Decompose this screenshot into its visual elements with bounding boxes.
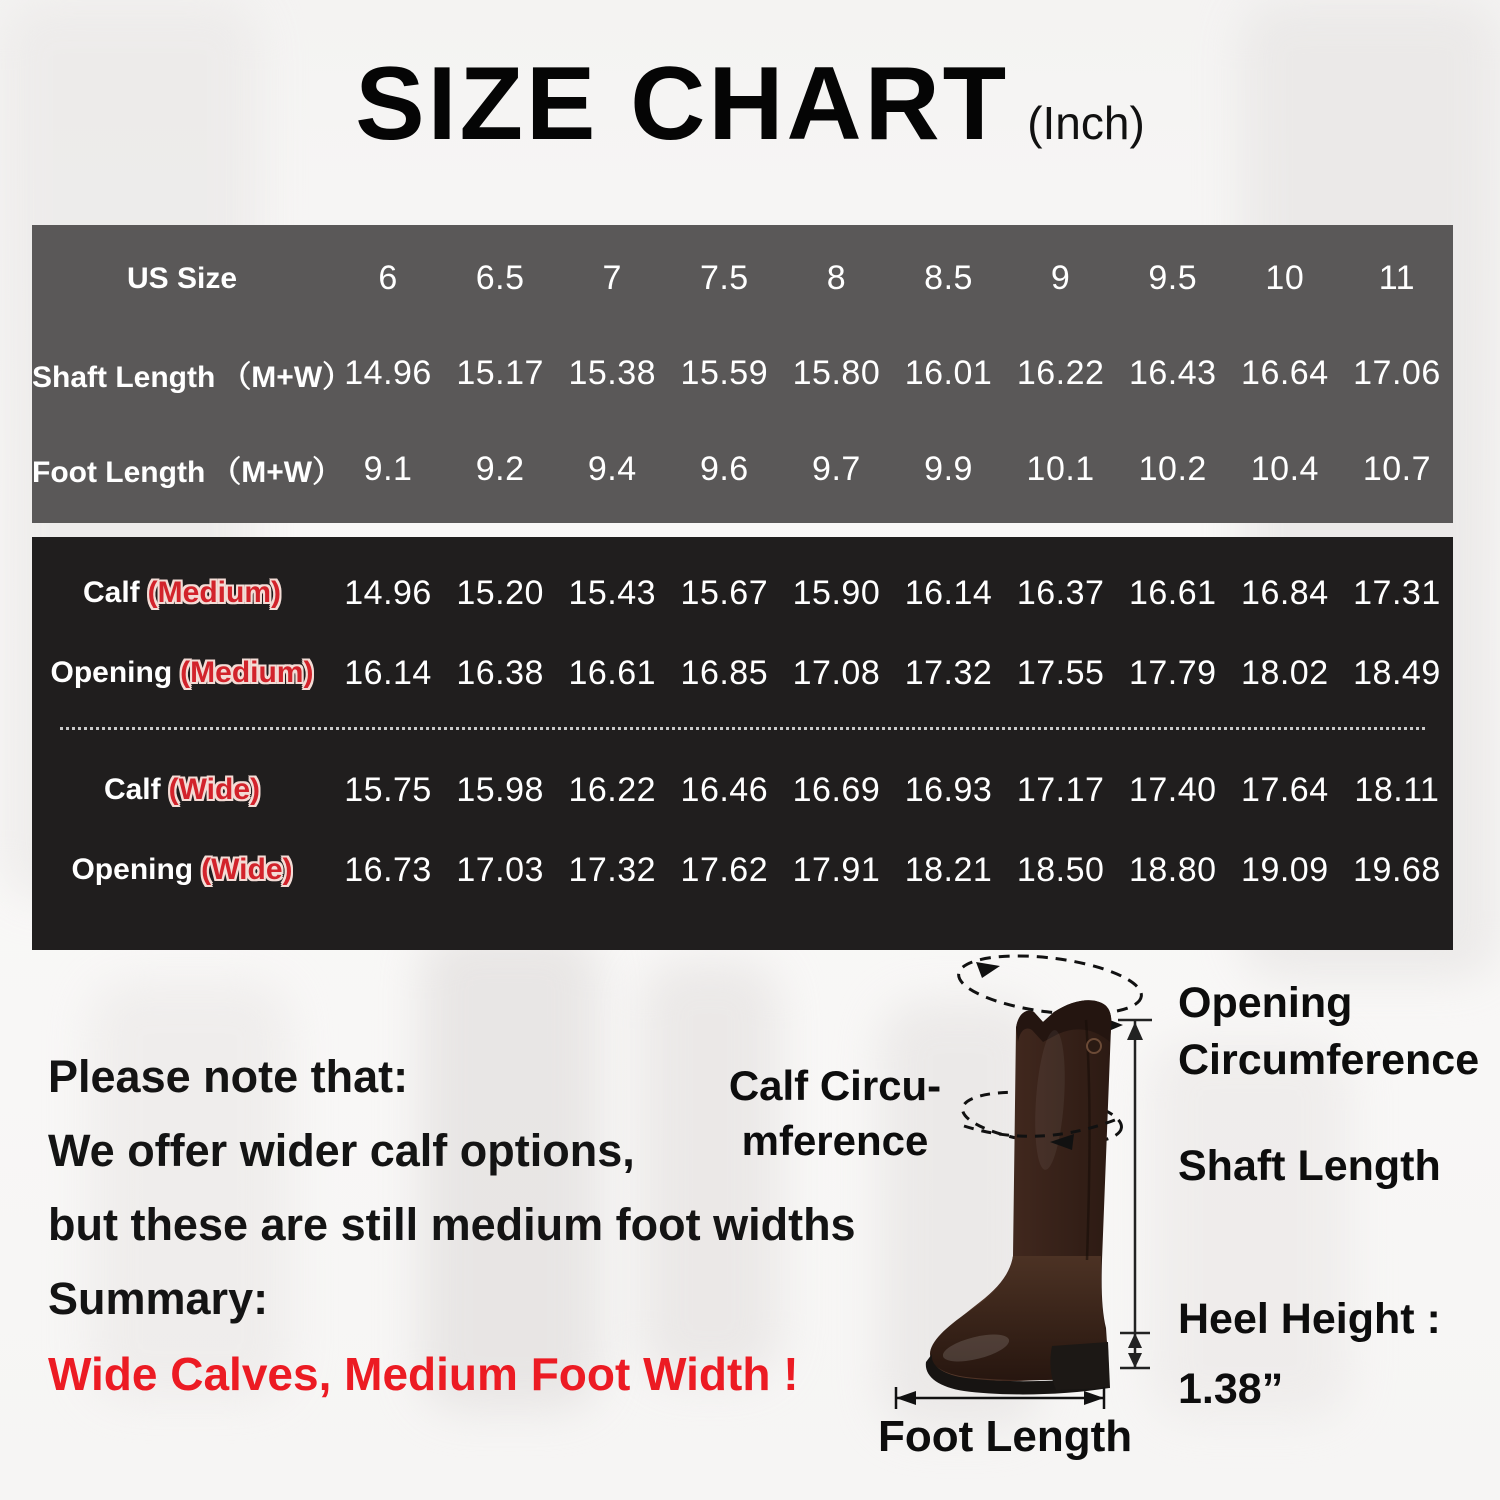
table-cell: 15.59 <box>680 354 769 393</box>
table-cell: 9.2 <box>475 449 525 488</box>
table-cell: 16.01 <box>904 354 993 393</box>
table-cell: 16.14 <box>344 653 432 692</box>
table-cell: 9.1 <box>363 449 413 488</box>
table-cell: 14.96 <box>344 573 432 612</box>
row-label: Foot Length （M+W） <box>32 456 343 490</box>
heel-height-label: Heel Height : <box>1178 1295 1441 1343</box>
table-cell: 17.32 <box>568 850 657 889</box>
table-cell: 18.11 <box>1354 770 1440 809</box>
table-cell: 17.55 <box>1016 653 1105 692</box>
row-label: US Size <box>126 261 238 295</box>
row-label: Calf (Wide) <box>103 773 261 806</box>
table-cell: 11 <box>1378 259 1416 298</box>
table-cell: 9.6 <box>699 449 749 488</box>
note-line: We offer wider calf options, <box>48 1125 635 1176</box>
table-cell: 9.7 <box>812 449 861 488</box>
table-row <box>32 750 1453 830</box>
opening-label-line1: Opening <box>1178 979 1353 1027</box>
table-cell: 17.08 <box>792 653 881 692</box>
note-line: Summary: <box>48 1273 269 1324</box>
table-cell: 18.49 <box>1353 653 1441 692</box>
table-row <box>32 330 1453 418</box>
calf-label-line1: Calf Circu- <box>728 1062 942 1109</box>
note-line: but these are still medium foot widths <box>48 1199 856 1250</box>
row-label: Calf (Medium) <box>82 576 281 609</box>
table-cell: 16.22 <box>568 770 657 809</box>
table-cell: 9.9 <box>924 449 973 488</box>
row-label-suffix: (Wide) <box>201 853 293 886</box>
row-label: Opening (Medium) <box>50 656 314 689</box>
calf-label-line2: mference <box>741 1117 929 1164</box>
row-label-suffix: （M+W） <box>211 456 343 490</box>
size-measurement-table <box>32 225 1453 523</box>
table-cell: 17.91 <box>792 850 881 889</box>
table-cell: 15.90 <box>792 573 881 612</box>
table-row <box>32 553 1453 633</box>
note-summary-highlight: Wide Calves, Medium Foot Width ! <box>48 1348 799 1400</box>
table-cell: 16.64 <box>1241 354 1329 393</box>
row-label-suffix: （M+W） <box>221 360 353 394</box>
calf-opening-table <box>32 537 1453 950</box>
heel-height-value: 1.38” <box>1178 1365 1284 1413</box>
table-cell: 7.5 <box>699 259 749 298</box>
table-cell: 14.96 <box>344 354 432 393</box>
table-cell: 15.20 <box>456 573 544 612</box>
table-cell: 17.62 <box>680 850 769 889</box>
table-cell: 10.1 <box>1026 449 1095 488</box>
table-cell: 16.73 <box>344 850 432 889</box>
table-row <box>32 633 1453 713</box>
table-cell: 16.22 <box>1016 354 1105 393</box>
table-cell: 17.32 <box>904 653 993 692</box>
table-row <box>32 425 1453 513</box>
table-cell: 15.43 <box>568 573 657 612</box>
table-cell: 16.61 <box>568 653 657 692</box>
note-line: Please note that: <box>48 1051 409 1102</box>
table-cell: 9.4 <box>587 449 637 488</box>
table-cell: 10.2 <box>1138 449 1207 488</box>
table-cell: 10.4 <box>1250 449 1319 488</box>
boot-illustration <box>880 950 1280 1470</box>
table-cell: 16.84 <box>1241 573 1329 612</box>
page-title-row <box>0 46 1500 162</box>
table-cell: 16.37 <box>1016 573 1105 612</box>
opening-label-line2: Circumference <box>1178 1036 1480 1084</box>
table-cell: 18.50 <box>1016 850 1105 889</box>
table-cell: 16.14 <box>904 573 993 612</box>
table-cell: 10 <box>1265 259 1305 298</box>
table-cell: 17.06 <box>1353 354 1441 393</box>
table-cell: 15.38 <box>568 354 657 393</box>
table-cell: 19.09 <box>1241 850 1329 889</box>
table-row <box>32 830 1453 910</box>
table-cell: 8.5 <box>924 259 973 298</box>
table-cell: 9.5 <box>1148 259 1198 298</box>
table-cell: 15.17 <box>456 354 544 393</box>
table-cell: 17.17 <box>1016 770 1105 809</box>
table-cell: 17.64 <box>1241 770 1329 809</box>
page-title-unit: (Inch) <box>1027 97 1145 149</box>
table-cell: 18.80 <box>1128 850 1217 889</box>
table-cell: 16.69 <box>792 770 881 809</box>
table-cell: 15.67 <box>680 573 769 612</box>
table-cell: 8 <box>826 259 847 298</box>
row-label-suffix: (Wide) <box>168 773 261 806</box>
table-cell: 19.68 <box>1353 850 1441 889</box>
table-cell: 6 <box>378 259 398 298</box>
table-cell: 16.85 <box>680 653 769 692</box>
foot-length-label: Foot Length <box>878 1412 1133 1461</box>
table-cell: 15.98 <box>456 770 544 809</box>
shaft-length-measure-line <box>1118 1020 1152 1368</box>
row-label-suffix: (Medium) <box>147 576 281 609</box>
table-cell: 16.93 <box>904 770 993 809</box>
table-cell: 17.03 <box>456 850 544 889</box>
table-cell: 16.38 <box>456 653 544 692</box>
table-cell: 7 <box>602 259 622 298</box>
boot-shape <box>926 1000 1112 1394</box>
table-cell: 6.5 <box>475 259 525 298</box>
table-cell: 10.7 <box>1362 449 1432 488</box>
table-cell: 15.75 <box>344 770 432 809</box>
row-label: Shaft Length （M+W） <box>32 360 353 394</box>
shaft-length-label: Shaft Length <box>1178 1142 1441 1190</box>
table-cell: 15.80 <box>792 354 881 393</box>
table-cell: 18.21 <box>904 850 993 889</box>
page-title: SIZE CHART <box>355 46 1010 162</box>
dotted-divider <box>60 727 1425 730</box>
table-cell: 16.61 <box>1128 573 1217 612</box>
table-cell: 17.31 <box>1353 573 1441 612</box>
table-cell: 16.46 <box>680 770 769 809</box>
table-cell: 17.40 <box>1128 770 1217 809</box>
table-cell: 16.43 <box>1128 354 1217 393</box>
row-label: Opening (Wide) <box>71 853 293 886</box>
row-label-suffix: (Medium) <box>180 656 314 689</box>
table-row <box>32 235 1453 323</box>
table-cell: 9 <box>1050 259 1071 298</box>
table-cell: 18.02 <box>1241 653 1329 692</box>
table-cell: 17.79 <box>1128 653 1217 692</box>
